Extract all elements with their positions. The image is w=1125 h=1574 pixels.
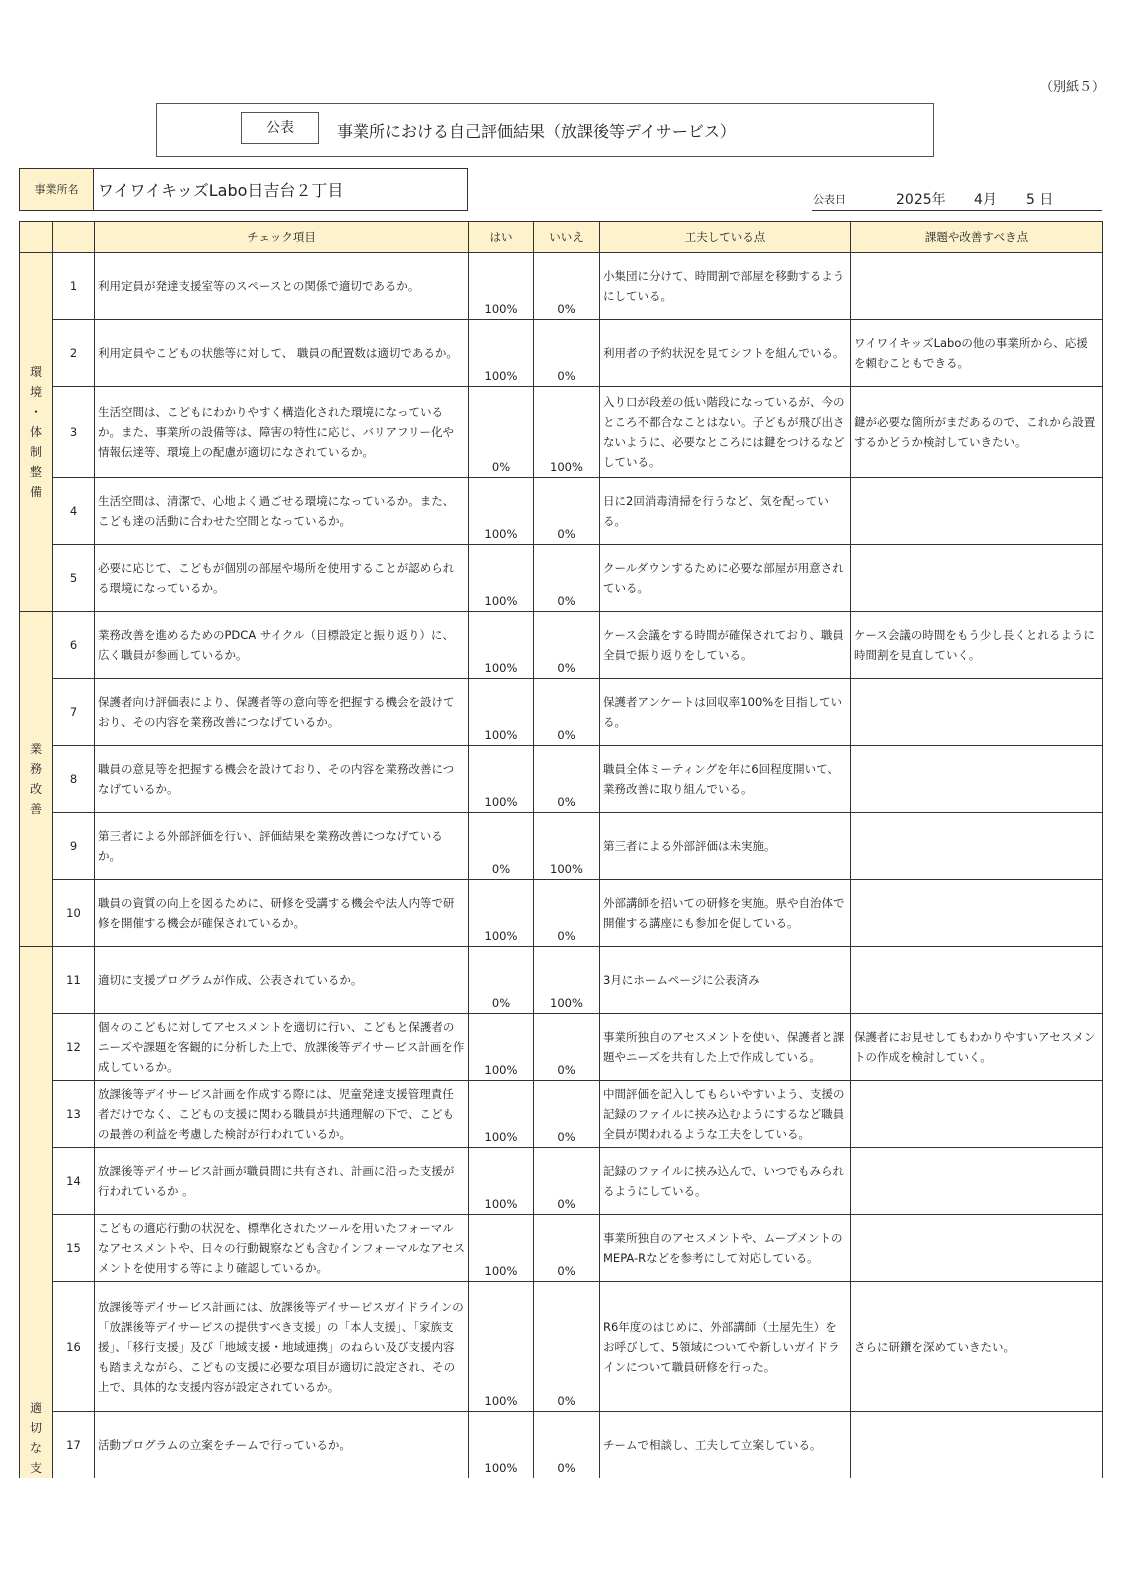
- table-row: [20, 746, 1103, 813]
- issue-text: [851, 947, 1103, 1014]
- no-percent: 0%: [534, 1148, 600, 1215]
- issue-text: ワイワイキッズLaboの他の事業所から、応援を頼むこともできる。: [851, 320, 1103, 387]
- row-number: 14: [53, 1148, 95, 1215]
- no-percent: 0%: [534, 880, 600, 947]
- check-item-text: 活動プログラムの立案をチームで行っているか。: [95, 1412, 469, 1479]
- no-percent: 0%: [534, 1215, 600, 1282]
- check-item-text: 放課後等デイサービス計画が職員間に共有され、計画に沿った支援が行われているか 。: [95, 1148, 469, 1215]
- row-number: 6: [53, 612, 95, 679]
- row-number: 9: [53, 813, 95, 880]
- table-row: [20, 612, 1103, 679]
- row-number: 10: [53, 880, 95, 947]
- no-percent: 0%: [534, 679, 600, 746]
- category-cell: 業 務 改 善: [20, 612, 53, 947]
- row-number: 8: [53, 746, 95, 813]
- yes-percent: 100%: [469, 253, 534, 320]
- table-row: [20, 253, 1103, 320]
- table-row: [20, 1014, 1103, 1081]
- issue-text: [851, 679, 1103, 746]
- yes-percent: 0%: [469, 813, 534, 880]
- issue-text: さらに研鑽を深めていきたい。: [851, 1282, 1103, 1412]
- effort-text: 記録のファイルに挟み込んで、いつでもみられるようにしている。: [600, 1148, 851, 1215]
- category-cell: 環 境 ・ 体 制 整 備: [20, 253, 53, 612]
- check-item-text: 生活空間は、清潔で、心地よく過ごせる環境になっているか。また、こども達の活動に合わせた空間となっているか。: [95, 478, 469, 545]
- publication-underline: [812, 210, 1102, 211]
- yes-percent: 100%: [469, 1014, 534, 1081]
- yes-percent: 100%: [469, 612, 534, 679]
- no-percent: 0%: [534, 545, 600, 612]
- publication-label: 公表日: [813, 193, 846, 206]
- issue-text: [851, 253, 1103, 320]
- table-row: [20, 880, 1103, 947]
- row-number: 11: [53, 947, 95, 1014]
- effort-text: 中間評価を記入してもらいやすいよう、支援の記録のファイルに挟み込むようにするなど職員全員が関われるような工夫をしている。: [600, 1081, 851, 1148]
- no-percent: 0%: [534, 253, 600, 320]
- no-percent: 100%: [534, 813, 600, 880]
- row-number: 3: [53, 387, 95, 478]
- no-percent: 0%: [534, 612, 600, 679]
- effort-text: 事業所独自のアセスメントを使い、保護者と課題やニーズを共有した上で作成している。: [600, 1014, 851, 1081]
- check-item-text: 業務改善を進めるためのPDCA サイクル（目標設定と振り返り）に、広く職員が参画しているか。: [95, 612, 469, 679]
- yes-percent: 0%: [469, 947, 534, 1014]
- yes-percent: 100%: [469, 1081, 534, 1148]
- attachment-label: （別紙５）: [1040, 80, 1106, 95]
- no-percent: 100%: [534, 947, 600, 1014]
- effort-text: 入り口が段差の低い階段になっているが、今のところ不都合なことはない。子どもが飛び出さないように、必要なところには鍵をつけるなどしている。: [600, 387, 851, 478]
- yes-percent: 100%: [469, 320, 534, 387]
- check-item-text: 第三者による外部評価を行い、評価結果を業務改善につなげているか。: [95, 813, 469, 880]
- evaluation-table: [19, 221, 1103, 1479]
- table-row: [20, 679, 1103, 746]
- no-percent: 0%: [534, 1081, 600, 1148]
- table-row: [20, 478, 1103, 545]
- no-percent: 0%: [534, 1014, 600, 1081]
- check-item-text: 生活空間は、こどもにわかりやすく構造化された環境になっているか。また、事業所の設備等は、障害の特性に応じ、バリアフリー化や情報伝達等、環境上の配慮が適切になされているか。: [95, 387, 469, 478]
- table-row: [20, 1215, 1103, 1282]
- header-effort: 工夫している点: [600, 222, 851, 253]
- office-label: 事業所名: [19, 168, 94, 211]
- table-row: [20, 813, 1103, 880]
- header-yes: はい: [469, 222, 534, 253]
- check-item-text: 適切に支援プログラムが作成、公表されているか。: [95, 947, 469, 1014]
- check-item-text: 職員の意見等を把握する機会を設けており、その内容を業務改善につなげているか。: [95, 746, 469, 813]
- check-item-text: 利用定員が発達支援室等のスペースとの関係で適切であるか。: [95, 253, 469, 320]
- issue-text: [851, 1148, 1103, 1215]
- check-item-text: こどもの適応行動の状況を、標準化されたツールを用いたフォーマルなアセスメントや、日々の行動観察なども含むインフォーマルなアセスメントを使用する等により確認しているか。: [95, 1215, 469, 1282]
- effort-text: 日に2回消毒清掃を行うなど、気を配っている。: [600, 478, 851, 545]
- yes-percent: 100%: [469, 880, 534, 947]
- no-percent: 0%: [534, 1412, 600, 1479]
- table-row: [20, 1282, 1103, 1412]
- issue-text: [851, 478, 1103, 545]
- row-number: 7: [53, 679, 95, 746]
- title-box: [156, 103, 934, 157]
- table-row: [20, 1148, 1103, 1215]
- page-title: 事業所における自己評価結果（放課後等デイサービス）: [337, 122, 736, 141]
- yes-percent: 100%: [469, 1148, 534, 1215]
- table-header-row: [20, 222, 1103, 253]
- no-percent: 0%: [534, 1282, 600, 1412]
- check-item-text: 個々のこどもに対してアセスメントを適切に行い、こどもと保護者のニーズや課題を客観的に分析した上で、放課後等デイサービス計画を作成しているか。: [95, 1014, 469, 1081]
- no-percent: 0%: [534, 478, 600, 545]
- row-number: 2: [53, 320, 95, 387]
- table-row: [20, 1081, 1103, 1148]
- check-item-text: 放課後等デイサービス計画を作成する際には、児童発達支援管理責任者だけでなく、こどもの支援に関わる職員が共通理解の下で、こどもの最善の利益を考慮した検討が行われているか。: [95, 1081, 469, 1148]
- row-number: 15: [53, 1215, 95, 1282]
- effort-text: R6年度のはじめに、外部講師（土屋先生）をお呼びして、5領域についてや新しいガイドラインについて職員研修を行った。: [600, 1282, 851, 1412]
- row-number: 16: [53, 1282, 95, 1412]
- table-row: [20, 1412, 1103, 1479]
- category-cell: 適 切 な 支: [20, 947, 53, 1479]
- effort-text: 事業所独自のアセスメントや、ムーブメントのMEPA-Rなどを参考にして対応している。: [600, 1215, 851, 1282]
- page-bottom-margin: [0, 1478, 1125, 1574]
- check-item-text: 放課後等デイサービス計画には、放課後等デイサービスガイドラインの「放課後等デイサービスの提供すべき支援」の「本人支援」、「家族支援」、「移行支援」及び「地域支援・地域連携」のねらい及び支援内容も踏まえながら、こどもの支援に必要な項目が適切に設定され、その上で、具体的な支援内容が設定されているか。: [95, 1282, 469, 1412]
- check-item-text: 職員の資質の向上を図るために、研修を受講する機会や法人内等で研修を開催する機会が確保されているか。: [95, 880, 469, 947]
- publication-year: 2025年: [896, 192, 946, 208]
- no-percent: 0%: [534, 320, 600, 387]
- effort-text: 3月にホームページに公表済み: [600, 947, 851, 1014]
- issue-text: [851, 813, 1103, 880]
- issue-text: ケース会議の時間をもう少し長くとれるように時間割を見直していく。: [851, 612, 1103, 679]
- effort-text: クールダウンするために必要な部屋が用意されている。: [600, 545, 851, 612]
- no-percent: 0%: [534, 746, 600, 813]
- yes-percent: 100%: [469, 1412, 534, 1479]
- issue-text: [851, 1412, 1103, 1479]
- effort-text: ケース会議をする時間が確保されており、職員全員で振り返りをしている。: [600, 612, 851, 679]
- check-item-text: 利用定員やこどもの状態等に対して、 職員の配置数は適切であるか。: [95, 320, 469, 387]
- table-row: [20, 387, 1103, 478]
- row-number: 12: [53, 1014, 95, 1081]
- yes-percent: 0%: [469, 387, 534, 478]
- issue-text: [851, 545, 1103, 612]
- publication-day: 5 日: [1026, 192, 1054, 208]
- issue-text: [851, 1215, 1103, 1282]
- check-item-text: 保護者向け評価表により、保護者等の意向等を把握する機会を設けており、その内容を業務改善につなげているか。: [95, 679, 469, 746]
- header-number: [53, 222, 95, 253]
- effort-text: チームで相談し、工夫して立案している。: [600, 1412, 851, 1479]
- effort-text: 職員全体ミーティングを年に6回程度開いて、業務改善に取り組んでいる。: [600, 746, 851, 813]
- yes-percent: 100%: [469, 679, 534, 746]
- no-percent: 100%: [534, 387, 600, 478]
- row-number: 13: [53, 1081, 95, 1148]
- issue-text: 保護者にお見せしてもわかりやすいアセスメントの作成を検討していく。: [851, 1014, 1103, 1081]
- issue-text: [851, 880, 1103, 947]
- table-row: [20, 545, 1103, 612]
- header-category: [20, 222, 53, 253]
- table-row: [20, 947, 1103, 1014]
- yes-percent: 100%: [469, 1282, 534, 1412]
- issue-text: [851, 1081, 1103, 1148]
- row-number: 1: [53, 253, 95, 320]
- header-issue: 課題や改善すべき点: [851, 222, 1103, 253]
- header-check-item: チェック項目: [95, 222, 469, 253]
- yes-percent: 100%: [469, 1215, 534, 1282]
- effort-text: 外部講師を招いての研修を実施。県や自治体で開催する講座にも参加を促している。: [600, 880, 851, 947]
- issue-text: 鍵が必要な箇所がまだあるので、これから設置するかどうか検討していきたい。: [851, 387, 1103, 478]
- effort-text: 保護者アンケートは回収率100%を目指している。: [600, 679, 851, 746]
- yes-percent: 100%: [469, 478, 534, 545]
- publication-month: 4月: [974, 192, 997, 208]
- effort-text: 利用者の予約状況を見てシフトを組んでいる。: [600, 320, 851, 387]
- yes-percent: 100%: [469, 545, 534, 612]
- check-item-text: 必要に応じて、こどもが個別の部屋や場所を使用することが認められる環境になっているか。: [95, 545, 469, 612]
- effort-text: 小集団に分けて、時間割で部屋を移動するようにしている。: [600, 253, 851, 320]
- office-name: ワイワイキッズLabo日吉台２丁目: [94, 168, 468, 211]
- public-badge: 公表: [241, 112, 319, 144]
- table-row: [20, 320, 1103, 387]
- effort-text: 第三者による外部評価は未実施。: [600, 813, 851, 880]
- header-no: いいえ: [534, 222, 600, 253]
- yes-percent: 100%: [469, 746, 534, 813]
- issue-text: [851, 746, 1103, 813]
- row-number: 17: [53, 1412, 95, 1479]
- row-number: 4: [53, 478, 95, 545]
- row-number: 5: [53, 545, 95, 612]
